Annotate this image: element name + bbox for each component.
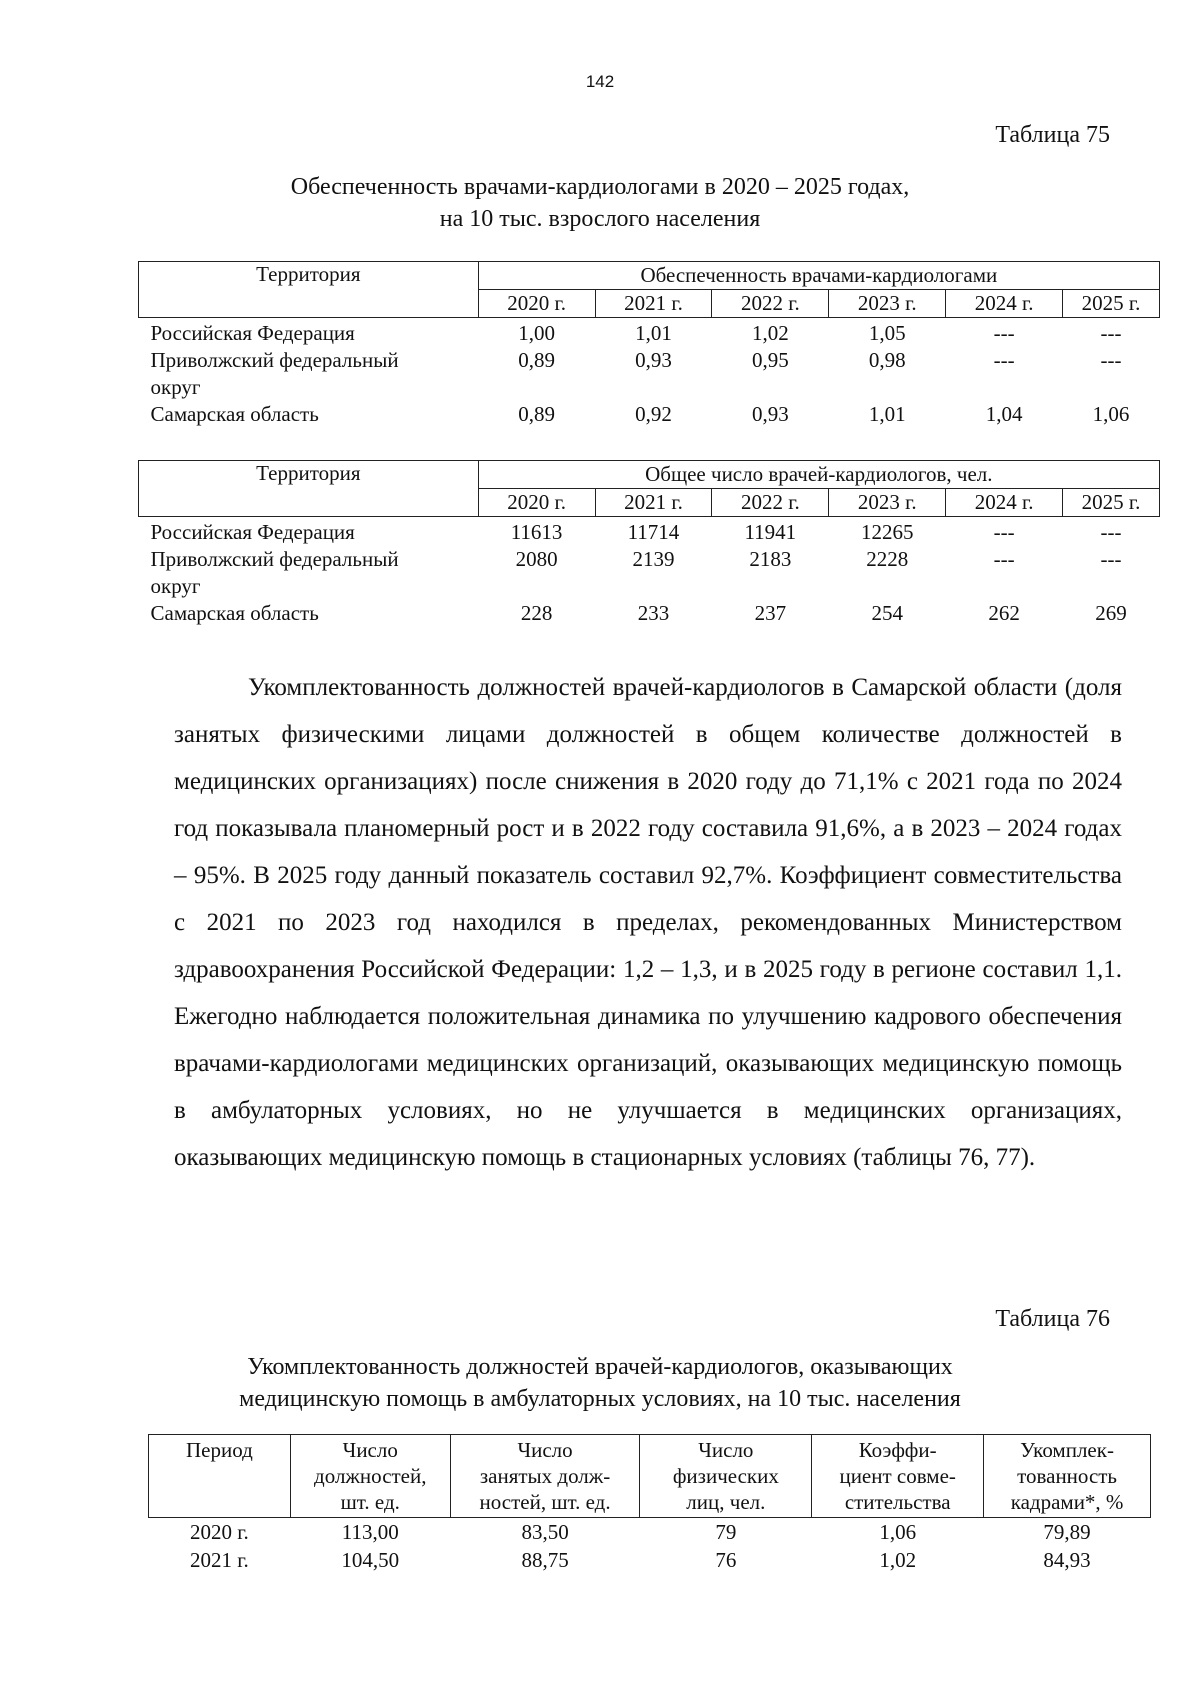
cell-value: 1,04 <box>985 402 1023 426</box>
territory-name: Самарская область <box>150 402 319 426</box>
table-75-supply <box>138 261 1160 428</box>
cell-value: 1,01 <box>635 321 672 345</box>
header-line: физических <box>672 1464 779 1488</box>
territory-name: Российская Федерация <box>150 520 355 544</box>
table-row <box>139 517 1160 547</box>
header-line: циент совме- <box>839 1464 956 1488</box>
cell-value: 11941 <box>744 520 797 544</box>
cell-value: --- <box>1100 547 1122 571</box>
territory-header: Территория <box>139 262 479 318</box>
cell-value: 2183 <box>749 547 792 571</box>
cell-value: 228 <box>520 601 553 625</box>
header-positions <box>290 1435 450 1518</box>
header-line: должностей, <box>314 1464 427 1488</box>
year-header: 2023 г. <box>829 290 946 318</box>
cell-value: 1,02 <box>751 321 789 345</box>
table-76-title-line2: медицинскую помощь в амбулаторных условиях, на 10 тыс. населения <box>239 1386 961 1412</box>
header-line: занятых долж- <box>479 1464 611 1488</box>
cell-value: 233 <box>637 601 670 625</box>
header-line: тованность <box>1017 1464 1118 1488</box>
cell-value: 11714 <box>627 520 680 544</box>
cell-value: --- <box>993 547 1015 571</box>
year-header: 2024 г. <box>946 489 1063 517</box>
year-header: 2025 г. <box>1063 290 1160 318</box>
header-line: стительства <box>844 1490 951 1514</box>
header-occupied <box>450 1435 640 1518</box>
header-line: шт. ед. <box>340 1490 400 1514</box>
cell-value: 254 <box>871 601 903 625</box>
page-number: 142 <box>585 72 615 91</box>
header-period <box>149 1435 291 1518</box>
cell-value: 2021 г. <box>190 1548 249 1572</box>
cell-value: --- <box>1100 321 1122 345</box>
year-header: 2021 г. <box>595 290 712 318</box>
header-line: Число <box>342 1438 398 1462</box>
year-header: 2025 г. <box>1063 489 1160 517</box>
cell-value: 237 <box>754 601 787 625</box>
territory-name: Самарская область <box>150 601 319 625</box>
cell-value: 11613 <box>510 520 563 544</box>
cell-value: 0,93 <box>635 348 672 372</box>
table-row <box>139 401 1160 428</box>
header-line: лиц, чел. <box>686 1490 766 1514</box>
year-header: 2024 г. <box>946 290 1063 318</box>
table-76 <box>148 1434 1151 1574</box>
body-paragraph <box>174 664 1122 1181</box>
cell-value: 2080 <box>515 547 558 571</box>
table-row <box>149 1518 1151 1547</box>
cell-value: 1,05 <box>868 321 906 345</box>
territory-name <box>139 347 479 401</box>
cell-value: 0,95 <box>751 348 789 372</box>
header-line: ностей, шт. ед. <box>479 1490 611 1514</box>
table-row <box>149 1546 1151 1574</box>
territory-name-line1: Приволжский федеральный <box>150 547 399 571</box>
cell-value: 1,00 <box>518 321 555 345</box>
cell-value: 79 <box>715 1520 737 1544</box>
year-header: 2022 г. <box>712 290 829 318</box>
table-76-label: Таблица 76 <box>995 1306 1110 1332</box>
cell-value: 104,50 <box>341 1548 400 1572</box>
group-header: Общее число врачей-кардиологов, чел. <box>478 461 1159 489</box>
territory-name-line2: округ <box>150 375 201 399</box>
territory-name-line2: округ <box>150 574 201 598</box>
table-76-title-line1: Укомплектованность должностей врачей-кардиологов, оказывающих <box>247 1354 953 1380</box>
table-75-title-line2: на 10 тыс. взрослого населения <box>439 206 761 232</box>
cell-value: 1,06 <box>1092 402 1130 426</box>
table-75-count <box>138 460 1160 627</box>
cell-value: 0,89 <box>518 402 555 426</box>
cell-value: 88,75 <box>521 1548 569 1572</box>
territory-name: Российская Федерация <box>150 321 355 345</box>
cell-value: 1,06 <box>879 1520 917 1544</box>
table-75-label: Таблица 75 <box>995 122 1110 148</box>
cell-value: 2228 <box>866 547 909 571</box>
cell-value: 76 <box>715 1548 737 1572</box>
cell-value: 0,98 <box>868 348 906 372</box>
territory-name-line1: Приволжский федеральный <box>150 348 399 372</box>
cell-value: 2139 <box>632 547 675 571</box>
year-header: 2022 г. <box>712 489 829 517</box>
year-header: 2020 г. <box>478 489 595 517</box>
cell-value: 84,93 <box>1043 1548 1091 1572</box>
cell-value: 113,00 <box>341 1520 399 1544</box>
cell-value: 0,89 <box>518 348 555 372</box>
territory-name <box>139 546 479 600</box>
group-header: Обеспеченность врачами-кардиологами <box>478 262 1159 290</box>
cell-value: --- <box>1100 348 1122 372</box>
cell-value: 79,89 <box>1043 1520 1091 1544</box>
year-header: 2021 г. <box>595 489 712 517</box>
header-coefficient <box>812 1435 984 1518</box>
cell-value: 269 <box>1095 601 1127 625</box>
year-header: 2020 г. <box>478 290 595 318</box>
header-line: Число <box>698 1438 754 1462</box>
table-row <box>139 347 1160 401</box>
cell-value: --- <box>1100 520 1122 544</box>
cell-value: 0,92 <box>635 402 672 426</box>
table-75-title-line1: Обеспеченность врачами-кардиологами в 2020 – 2025 годах, <box>290 174 910 200</box>
header-line: Число <box>517 1438 573 1462</box>
year-header: 2023 г. <box>829 489 946 517</box>
header-line: Коэффи- <box>858 1438 937 1462</box>
table-row <box>139 318 1160 348</box>
cell-value: --- <box>993 348 1015 372</box>
cell-value: 0,93 <box>751 402 789 426</box>
header-line: Укомплек- <box>1020 1438 1114 1462</box>
header-persons <box>640 1435 812 1518</box>
cell-value: --- <box>993 321 1015 345</box>
header-line: Период <box>186 1438 253 1462</box>
cell-value: 1,02 <box>879 1548 917 1572</box>
header-staffing <box>984 1435 1151 1518</box>
header-line: кадрами*, % <box>1010 1490 1124 1514</box>
cell-value: --- <box>993 520 1015 544</box>
cell-value: 2020 г. <box>190 1520 249 1544</box>
paragraph-text: Укомплектованность должностей врачей-кардиологов в Самарской области (доля занятых физическими лицами должностей в общем количестве должностей в медицинских организациях) после снижения в 2020 году до 71,1% с 2021 года по 2024 год показывала планомерный рост и в 2022 году составила 91,6%, а в 2023 – 2024 годах – 95%. В 2025 году данный показатель составил 92,7%. Коэффициент совместительства с 2021 по 2023 год находился в пределах, рекомендованных Министерством здравоохранения Российской Федерации: 1,2 – 1,3, и в 2025 году в регионе составил 1,1. Ежегодно наблюдается положительная динамика по улучшению кадрового обеспечения врачами-кардиологами медицинских организаций, оказывающих медицинскую помощь в амбулаторных условиях, но не улучшается в медицинских организациях, оказывающих медицинскую помощь в стационарных условиях (таблицы 76, 77). <box>174 674 1122 1171</box>
cell-value: 1,01 <box>868 402 906 426</box>
table-row <box>139 600 1160 627</box>
territory-header: Территория <box>139 461 479 517</box>
cell-value: 12265 <box>860 520 914 544</box>
cell-value: 262 <box>988 601 1020 625</box>
cell-value: 83,50 <box>521 1520 569 1544</box>
table-row <box>139 546 1160 600</box>
